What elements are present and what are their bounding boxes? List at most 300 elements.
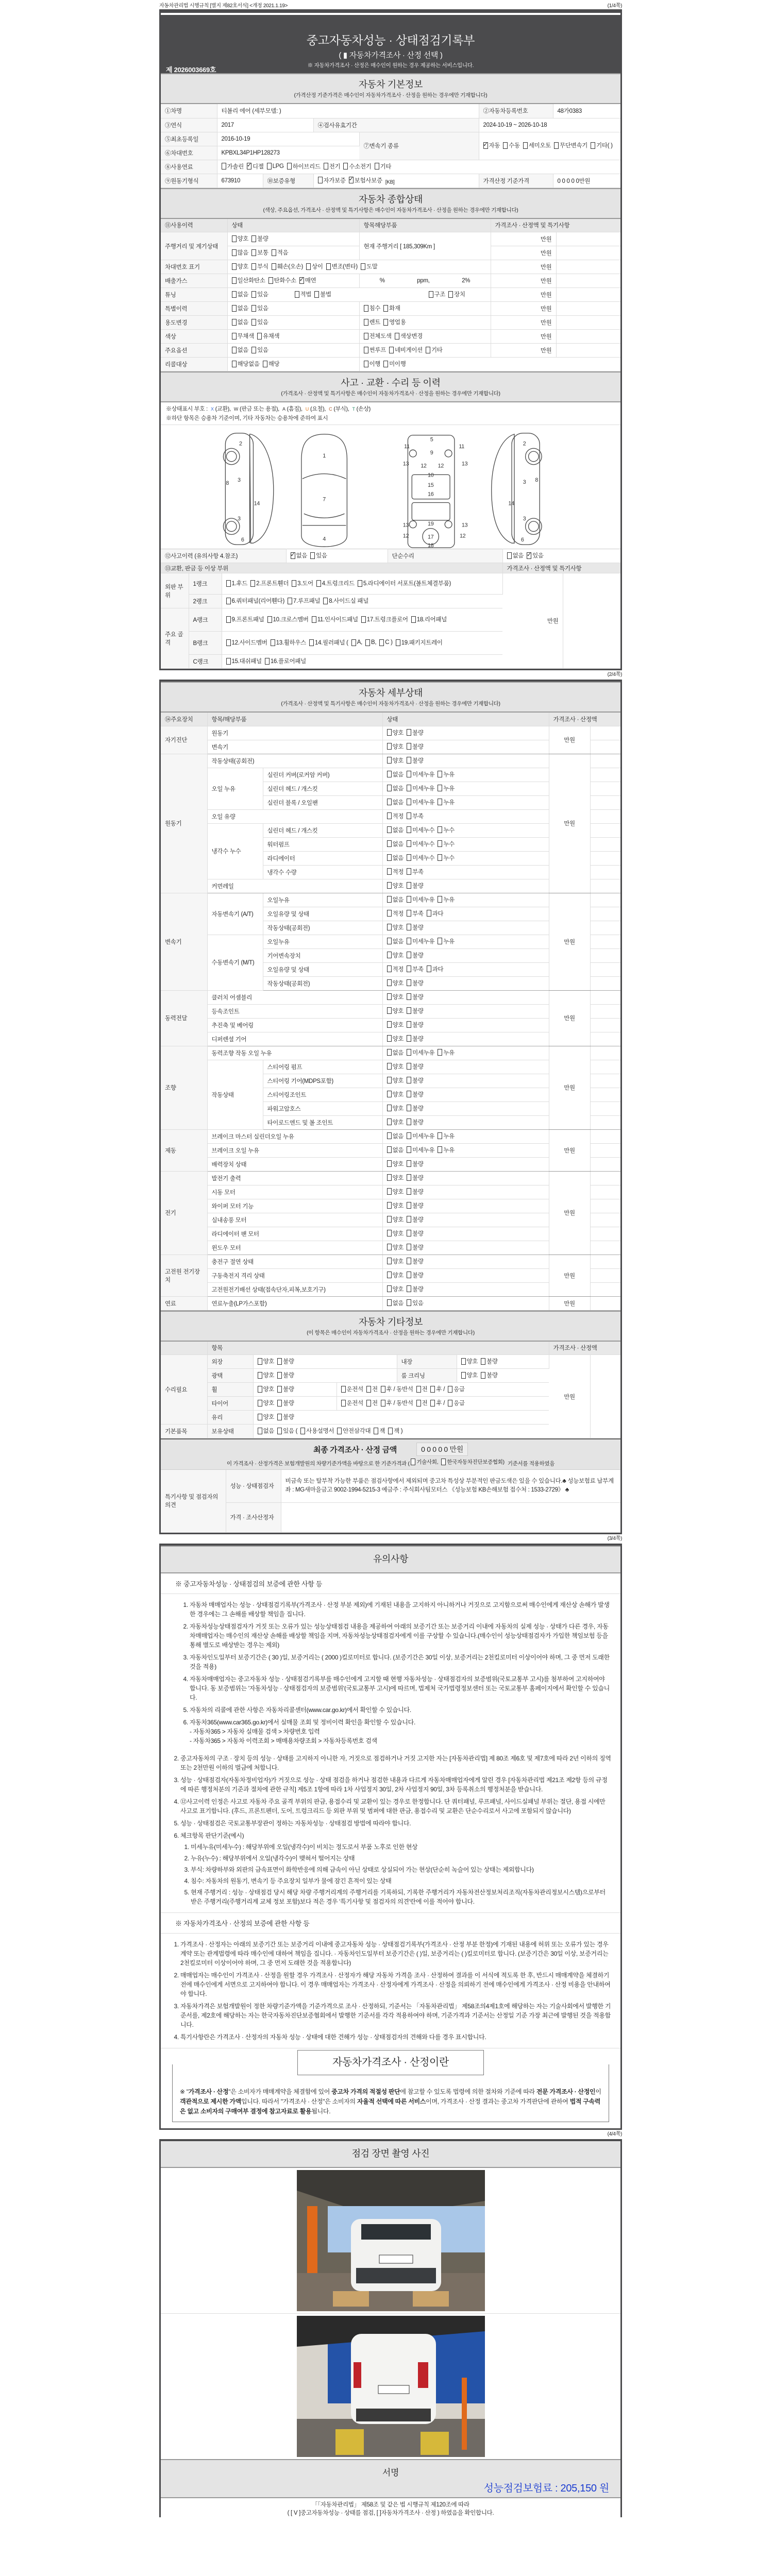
checkbox-icon[interactable] [387, 1160, 392, 1167]
checkbox-icon[interactable] [387, 1049, 392, 1056]
checkbox-icon[interactable] [407, 1132, 411, 1139]
checkbox-icon[interactable] [395, 333, 399, 340]
checkbox-icon[interactable] [407, 868, 411, 875]
checkbox-icon[interactable] [232, 361, 237, 367]
checkbox-icon[interactable] [407, 785, 411, 791]
checkbox-icon[interactable] [387, 993, 392, 1000]
checkbox-option[interactable] [258, 1385, 275, 1393]
checkbox-icon[interactable] [448, 291, 453, 298]
checkbox-option[interactable] [503, 141, 520, 149]
checkbox-option[interactable] [481, 1371, 498, 1379]
checkbox-option[interactable] [407, 840, 434, 848]
checkbox-icon[interactable] [263, 361, 267, 367]
checkbox-option[interactable] [387, 937, 404, 945]
checkbox-icon[interactable] [427, 965, 431, 972]
checkbox-option[interactable] [448, 290, 465, 298]
checkbox-icon[interactable] [383, 361, 388, 367]
checkbox-icon[interactable] [387, 1035, 392, 1042]
checkbox-option[interactable] [407, 1146, 434, 1154]
checkbox-icon[interactable] [407, 1299, 411, 1306]
checkbox-option[interactable] [366, 1399, 378, 1407]
checkbox-icon[interactable] [461, 1358, 466, 1365]
checkbox-option[interactable] [387, 1048, 404, 1057]
checkbox-icon[interactable] [366, 1386, 371, 1393]
checkbox-icon[interactable] [407, 1105, 411, 1111]
checkbox-option[interactable] [387, 1007, 404, 1015]
checkbox-icon[interactable] [387, 965, 392, 972]
checkbox-icon[interactable] [251, 235, 256, 242]
checkbox-icon[interactable] [251, 263, 256, 270]
checkbox-icon[interactable] [387, 1077, 392, 1083]
checkbox-icon[interactable] [438, 840, 442, 847]
checkbox-option[interactable] [272, 262, 303, 270]
checkbox-option[interactable] [292, 579, 313, 587]
checkbox-option[interactable] [341, 1399, 363, 1407]
checkbox-option[interactable] [387, 993, 404, 1001]
checkbox-icon[interactable] [438, 826, 442, 833]
checkbox-option[interactable] [407, 868, 424, 876]
checkbox-option[interactable] [387, 909, 404, 918]
checkbox-checked-icon[interactable] [299, 277, 304, 284]
checkbox-icon[interactable] [407, 799, 411, 805]
checkbox-icon[interactable] [407, 979, 411, 986]
checkbox-icon[interactable] [426, 347, 430, 353]
checkbox-icon[interactable] [507, 552, 512, 559]
checkbox-icon[interactable] [326, 263, 331, 270]
checkbox-icon[interactable] [258, 1386, 262, 1393]
checkbox-option[interactable] [257, 332, 279, 340]
checkbox-icon[interactable] [343, 163, 348, 170]
checkbox-icon[interactable] [324, 163, 328, 170]
checkbox-option[interactable] [226, 579, 248, 587]
checkbox-option[interactable] [407, 1048, 434, 1057]
checkbox-icon[interactable] [416, 1400, 421, 1406]
checkbox-icon[interactable] [375, 163, 379, 170]
checkbox-icon[interactable] [387, 854, 392, 861]
checkbox-icon[interactable] [232, 277, 237, 284]
checkbox-option[interactable] [416, 1385, 428, 1393]
checkbox-icon[interactable] [503, 142, 508, 149]
checkbox-option[interactable] [407, 951, 424, 959]
checkbox-icon[interactable] [271, 639, 275, 646]
checkbox-checked-icon[interactable] [349, 177, 354, 183]
checkbox-option[interactable] [461, 1357, 478, 1365]
checkbox-option[interactable] [277, 1399, 294, 1407]
checkbox-icon[interactable] [265, 658, 270, 665]
checkbox-option[interactable] [277, 1385, 294, 1393]
checkbox-option[interactable] [387, 1257, 404, 1265]
checkbox-option[interactable] [407, 826, 434, 834]
checkbox-option[interactable] [407, 1174, 424, 1182]
checkbox-icon[interactable] [387, 1132, 392, 1139]
checkbox-icon[interactable] [251, 305, 256, 312]
checkbox-icon[interactable] [438, 896, 442, 903]
checkbox-option[interactable] [258, 1371, 275, 1379]
checkbox-option[interactable] [232, 304, 249, 312]
checkbox-option[interactable] [387, 1271, 404, 1279]
checkbox-icon[interactable] [407, 1160, 411, 1167]
checkbox-option[interactable] [387, 895, 404, 904]
checkbox-option[interactable] [343, 162, 371, 171]
checkbox-icon[interactable] [277, 1372, 282, 1379]
checkbox-option[interactable] [232, 332, 254, 340]
checkbox-icon[interactable] [383, 305, 388, 312]
checkbox-option[interactable] [337, 1427, 371, 1435]
checkbox-icon[interactable] [448, 1400, 452, 1406]
checkbox-icon[interactable] [364, 333, 368, 340]
checkbox-icon[interactable] [300, 1428, 305, 1434]
checkbox-icon[interactable] [407, 757, 411, 764]
checkbox-option[interactable] [387, 812, 404, 820]
checkbox-option[interactable] [407, 1299, 424, 1307]
checkbox-icon[interactable] [430, 1400, 435, 1406]
checkbox-option[interactable] [288, 597, 320, 605]
checkbox-option[interactable] [324, 162, 341, 171]
checkbox-icon[interactable] [396, 639, 400, 646]
checkbox-icon[interactable] [407, 1188, 411, 1195]
checkbox-option[interactable] [366, 1385, 378, 1393]
checkbox-option[interactable] [383, 304, 400, 312]
checkbox-icon[interactable] [461, 1372, 466, 1379]
checkbox-option[interactable] [429, 290, 446, 298]
checkbox-icon[interactable] [337, 1428, 342, 1434]
checkbox-option[interactable] [387, 1146, 404, 1154]
checkbox-option[interactable] [407, 742, 424, 751]
checkbox-option[interactable] [438, 937, 455, 945]
checkbox-option[interactable] [314, 290, 331, 298]
checkbox-option[interactable] [407, 937, 434, 945]
checkbox-icon[interactable] [387, 729, 392, 736]
checkbox-option[interactable] [387, 1090, 404, 1098]
checkbox-option[interactable] [554, 141, 587, 149]
checkbox-icon[interactable] [388, 1428, 393, 1434]
checkbox-icon[interactable] [387, 1272, 392, 1278]
checkbox-option[interactable] [387, 1104, 404, 1112]
checkbox-option[interactable] [387, 1229, 404, 1238]
checkbox-icon[interactable] [251, 319, 256, 326]
checkbox-option[interactable] [448, 1399, 465, 1407]
checkbox-option[interactable] [374, 1427, 385, 1435]
checkbox-option[interactable] [318, 176, 346, 184]
checkbox-icon[interactable] [523, 142, 528, 149]
checkbox-option[interactable] [251, 262, 268, 270]
checkbox-icon[interactable] [407, 1258, 411, 1264]
checkbox-option[interactable] [251, 290, 268, 298]
checkbox-option[interactable] [381, 1399, 413, 1407]
checkbox-option[interactable] [388, 1427, 402, 1435]
checkbox-option[interactable] [387, 1118, 404, 1126]
checkbox-icon[interactable] [366, 1400, 371, 1406]
checkbox-option[interactable] [396, 638, 443, 647]
checkbox-icon[interactable] [232, 333, 237, 340]
checkbox-option[interactable] [310, 551, 327, 560]
checkbox-option[interactable] [267, 163, 284, 170]
checkbox-icon[interactable] [387, 1188, 392, 1195]
checkbox-option[interactable] [379, 639, 392, 646]
checkbox-option[interactable] [407, 1271, 424, 1279]
checkbox-option[interactable] [351, 639, 362, 646]
checkbox-icon[interactable] [309, 639, 314, 646]
checkbox-icon[interactable] [251, 249, 256, 256]
checkbox-option[interactable] [277, 1357, 294, 1365]
checkbox-icon[interactable] [374, 1428, 378, 1434]
checkbox-option[interactable] [407, 923, 424, 931]
checkbox-option[interactable] [251, 346, 268, 354]
checkbox-option[interactable] [341, 1385, 363, 1393]
checkbox-option[interactable] [407, 882, 424, 890]
checkbox-icon[interactable] [407, 1021, 411, 1028]
checkbox-icon[interactable] [364, 319, 368, 326]
checkbox-option[interactable] [387, 1035, 404, 1043]
checkbox-icon[interactable] [407, 1285, 411, 1292]
checkbox-option[interactable] [387, 1285, 404, 1293]
checkbox-option[interactable] [251, 318, 268, 326]
checkbox-icon[interactable] [407, 771, 411, 777]
checkbox-option[interactable] [407, 1062, 424, 1071]
checkbox-option[interactable] [407, 1229, 424, 1238]
checkbox-icon[interactable] [277, 1428, 282, 1434]
checkbox-icon[interactable] [312, 616, 316, 623]
checkbox-icon[interactable] [407, 965, 411, 972]
checkbox-icon[interactable] [387, 1230, 392, 1236]
checkbox-option[interactable] [407, 1021, 424, 1029]
checkbox-option[interactable] [387, 1062, 404, 1071]
checkbox-icon[interactable] [387, 1063, 392, 1070]
checkbox-option[interactable] [438, 784, 455, 792]
checkbox-icon[interactable] [416, 1386, 421, 1393]
checkbox-icon[interactable] [407, 812, 411, 819]
checkbox-option[interactable] [226, 597, 285, 605]
checkbox-option[interactable] [407, 1104, 424, 1112]
checkbox-icon[interactable] [387, 1007, 392, 1014]
checkbox-icon[interactable] [222, 163, 226, 170]
checkbox-option[interactable] [383, 360, 406, 368]
checkbox-icon[interactable] [407, 993, 411, 1000]
checkbox-option[interactable] [438, 1048, 455, 1057]
checkbox-option[interactable] [365, 639, 376, 646]
checkbox-option[interactable] [411, 615, 447, 623]
checkbox-icon[interactable] [226, 616, 231, 623]
checkbox-option[interactable] [387, 1215, 404, 1224]
checkbox-option[interactable] [483, 141, 500, 149]
checkbox-option[interactable] [430, 1385, 445, 1393]
checkbox-option[interactable] [438, 840, 455, 848]
checkbox-icon[interactable] [407, 826, 411, 833]
checkbox-icon[interactable] [387, 1285, 392, 1292]
checkbox-icon[interactable] [411, 1459, 415, 1465]
checkbox-option[interactable] [527, 551, 544, 560]
checkbox-icon[interactable] [481, 1372, 485, 1379]
checkbox-option[interactable] [448, 1385, 465, 1393]
checkbox-icon[interactable] [314, 291, 319, 298]
checkbox-option[interactable] [407, 770, 434, 778]
checkbox-icon[interactable] [381, 1386, 385, 1393]
checkbox-option[interactable] [387, 826, 404, 834]
checkbox-option[interactable] [407, 909, 424, 918]
checkbox-option[interactable] [438, 895, 455, 904]
checkbox-option[interactable] [407, 895, 434, 904]
checkbox-checked-icon[interactable] [291, 552, 295, 559]
checkbox-option[interactable] [438, 1146, 455, 1154]
checkbox-option[interactable] [361, 615, 408, 623]
checkbox-icon[interactable] [407, 896, 411, 903]
checkbox-icon[interactable] [226, 639, 231, 646]
checkbox-icon[interactable] [364, 305, 368, 312]
checkbox-option[interactable] [291, 551, 308, 560]
checkbox-option[interactable] [407, 728, 424, 737]
checkbox-icon[interactable] [407, 910, 411, 917]
checkbox-option[interactable] [247, 162, 264, 171]
checkbox-option[interactable] [232, 234, 249, 243]
checkbox-icon[interactable] [387, 1174, 392, 1181]
checkbox-icon[interactable] [387, 952, 392, 958]
checkbox-option[interactable] [387, 1076, 404, 1084]
checkbox-icon[interactable] [351, 639, 356, 646]
checkbox-icon[interactable] [387, 1258, 392, 1264]
checkbox-icon[interactable] [407, 1174, 411, 1181]
checkbox-icon[interactable] [387, 882, 392, 889]
checkbox-icon[interactable] [387, 799, 392, 805]
checkbox-option[interactable] [364, 346, 386, 354]
checkbox-icon[interactable] [258, 1400, 262, 1406]
checkbox-option[interactable] [407, 798, 434, 806]
checkbox-icon[interactable] [407, 1035, 411, 1042]
checkbox-option[interactable] [407, 1201, 424, 1210]
checkbox-option[interactable] [251, 234, 268, 243]
checkbox-option[interactable] [326, 262, 358, 270]
checkbox-icon[interactable] [427, 910, 431, 917]
checkbox-option[interactable] [316, 579, 355, 587]
checkbox-icon[interactable] [250, 580, 255, 587]
checkbox-option[interactable] [226, 638, 267, 647]
checkbox-option[interactable] [387, 923, 404, 931]
checkbox-icon[interactable] [387, 1244, 392, 1250]
checkbox-option[interactable] [407, 1243, 424, 1251]
checkbox-icon[interactable] [387, 771, 392, 777]
checkbox-icon[interactable] [481, 1358, 485, 1365]
checkbox-icon[interactable] [258, 1428, 262, 1434]
checkbox-option[interactable] [387, 1160, 404, 1168]
checkbox-icon[interactable] [232, 235, 237, 242]
checkbox-icon[interactable] [258, 1372, 262, 1379]
checkbox-icon[interactable] [407, 1049, 411, 1056]
checkbox-icon[interactable] [268, 277, 273, 284]
checkbox-option[interactable] [438, 1132, 455, 1140]
checkbox-icon[interactable] [407, 1230, 411, 1236]
checkbox-icon[interactable] [387, 1105, 392, 1111]
checkbox-option[interactable] [387, 1188, 404, 1196]
checkbox-icon[interactable] [387, 1021, 392, 1028]
checkbox-option[interactable] [387, 1021, 404, 1029]
checkbox-icon[interactable] [272, 249, 276, 256]
checkbox-option[interactable] [387, 868, 404, 876]
checkbox-option[interactable] [430, 1399, 445, 1407]
checkbox-option[interactable] [407, 1285, 424, 1293]
checkbox-option[interactable] [381, 1385, 413, 1393]
checkbox-icon[interactable] [407, 1216, 411, 1223]
checkbox-option[interactable] [389, 346, 423, 354]
checkbox-icon[interactable] [387, 1146, 392, 1153]
checkbox-option[interactable] [251, 248, 268, 257]
checkbox-icon[interactable] [407, 1007, 411, 1014]
checkbox-icon[interactable] [387, 1202, 392, 1209]
checkbox-icon[interactable] [257, 333, 262, 340]
checkbox-option[interactable] [349, 176, 382, 184]
checkbox-option[interactable] [507, 551, 524, 560]
checkbox-option[interactable] [258, 1413, 275, 1421]
checkbox-icon[interactable] [232, 347, 237, 353]
checkbox-icon[interactable] [407, 840, 411, 847]
checkbox-option[interactable] [387, 854, 404, 862]
checkbox-option[interactable] [226, 615, 264, 623]
checkbox-icon[interactable] [310, 552, 315, 559]
checkbox-icon[interactable] [387, 1216, 392, 1223]
checkbox-option[interactable] [265, 657, 306, 665]
checkbox-icon[interactable] [448, 1386, 452, 1393]
checkbox-option[interactable] [263, 360, 280, 368]
checkbox-icon[interactable] [407, 1118, 411, 1125]
checkbox-option[interactable] [232, 276, 265, 284]
checkbox-option[interactable] [299, 276, 316, 284]
checkbox-icon[interactable] [407, 1063, 411, 1070]
checkbox-option[interactable] [523, 141, 551, 149]
checkbox-option[interactable] [395, 332, 423, 340]
checkbox-checked-icon[interactable] [483, 142, 488, 149]
checkbox-option[interactable] [387, 965, 404, 973]
checkbox-icon[interactable] [407, 938, 411, 944]
checkbox-icon[interactable] [554, 142, 559, 149]
checkbox-icon[interactable] [591, 142, 595, 149]
checkbox-option[interactable] [251, 304, 268, 312]
checkbox-option[interactable] [407, 965, 424, 973]
checkbox-option[interactable] [416, 1399, 428, 1407]
checkbox-option[interactable] [387, 798, 404, 806]
checkbox-option[interactable] [407, 1160, 424, 1168]
checkbox-icon[interactable] [226, 598, 231, 604]
checkbox-checked-icon[interactable] [247, 163, 251, 170]
checkbox-option[interactable] [323, 597, 368, 605]
checkbox-option[interactable] [407, 1090, 424, 1098]
checkbox-icon[interactable] [387, 924, 392, 930]
checkbox-icon[interactable] [387, 896, 392, 903]
checkbox-option[interactable] [387, 756, 404, 765]
checkbox-option[interactable] [309, 638, 348, 647]
checkbox-option[interactable] [287, 162, 321, 171]
checkbox-option[interactable] [438, 826, 455, 834]
checkbox-icon[interactable] [387, 840, 392, 847]
checkbox-icon[interactable] [438, 1049, 442, 1056]
checkbox-icon[interactable] [430, 1386, 435, 1393]
checkbox-icon[interactable] [407, 1244, 411, 1250]
checkbox-checked-icon[interactable] [527, 552, 531, 559]
checkbox-option[interactable] [232, 248, 249, 257]
checkbox-icon[interactable] [387, 1299, 392, 1306]
checkbox-icon[interactable] [232, 263, 237, 270]
checkbox-icon[interactable] [364, 347, 368, 353]
checkbox-icon[interactable] [407, 1077, 411, 1083]
checkbox-option[interactable] [222, 162, 244, 171]
checkbox-option[interactable] [407, 1188, 424, 1196]
checkbox-option[interactable] [407, 784, 434, 792]
checkbox-option[interactable] [364, 318, 381, 326]
checkbox-option[interactable] [411, 1458, 438, 1466]
checkbox-option[interactable] [387, 728, 404, 737]
checkbox-icon[interactable] [407, 1202, 411, 1209]
checkbox-icon[interactable] [341, 1386, 346, 1393]
checkbox-option[interactable] [407, 756, 424, 765]
checkbox-icon[interactable] [438, 1132, 442, 1139]
checkbox-option[interactable] [387, 1201, 404, 1210]
